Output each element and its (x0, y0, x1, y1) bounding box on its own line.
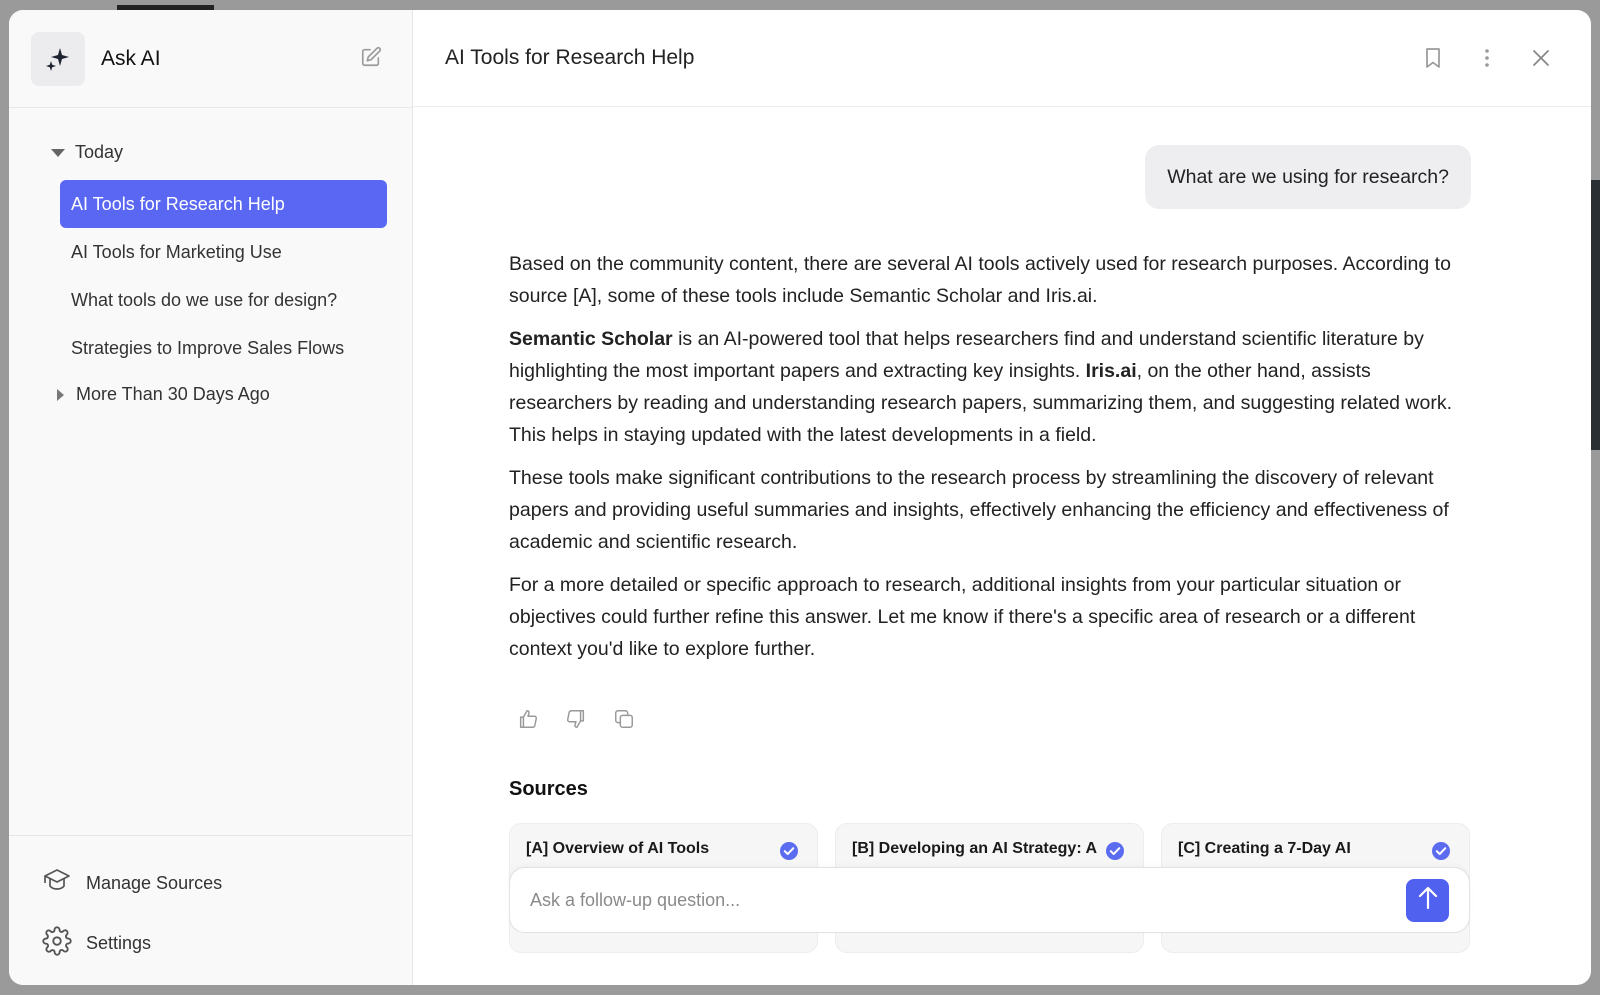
settings-button[interactable] (42, 926, 151, 961)
answer-text: , on the other hand, assists researchers by reading and understanding research papers, summarizing them, and suggesting related work. This helps in staying updated with the latest developments in a field. (509, 360, 1453, 446)
answer-paragraph-3: These tools make significant contributions to the research process by streamlining the discovery of relevant papers and providing useful summaries and insights, effectively enhancing the efficiency and effectiveness of academic and scientific research. (509, 467, 1449, 553)
chat-title: AI Tools for Research Help (445, 46, 695, 69)
caret-down-icon (51, 149, 65, 157)
gear-icon (42, 926, 86, 961)
conversation-item-marketing[interactable] (60, 228, 387, 276)
send-button[interactable] (1406, 879, 1449, 922)
answer-paragraph-1: Based on the community content, there are several AI tools actively used for research purposes. According to source [A], some of these tools include Semantic Scholar and Iris.ai. (509, 253, 1451, 307)
answer-paragraph-2 (509, 323, 1479, 451)
follow-up-input[interactable] (530, 890, 1406, 911)
sidebar-footer (9, 835, 412, 985)
assistant-answer (509, 248, 1479, 676)
answer-bold-semantic-scholar: Semantic Scholar (509, 328, 673, 350)
manage-sources-button[interactable] (42, 866, 222, 901)
chat-header (413, 10, 1591, 107)
sidebar-header (9, 10, 412, 108)
thumbs-down-icon[interactable] (565, 708, 587, 730)
settings-label: Settings (86, 933, 152, 953)
conversation-label: AI Tools for Research Help (71, 193, 285, 214)
answer-actions (517, 708, 635, 730)
answer-paragraph-4: For a more detailed or specific approach to research, additional insights from your particular situation or objectives could further refine this answer. Let me know if there's a specific area of research or a different context you'd like to explore further. (509, 574, 1416, 660)
caret-right-icon (57, 389, 64, 401)
header-actions (1421, 46, 1553, 70)
sources-heading: Sources (509, 778, 588, 800)
user-message-text: What are we using for research? (1167, 165, 1449, 188)
more-vertical-icon[interactable] (1475, 46, 1499, 70)
user-message (1145, 145, 1471, 209)
graduation-cap-icon (42, 866, 86, 901)
verified-badge-icon (1431, 841, 1451, 866)
chat-panel (413, 10, 1591, 985)
copy-icon[interactable] (613, 708, 635, 730)
group-today-label: Today (75, 142, 124, 162)
conversation-label: AI Tools for Marketing Use (71, 241, 282, 262)
conversation-item-sales[interactable] (60, 324, 387, 372)
answer-text: is an AI-powered tool that helps researchers find and understand scientific literature by highlighting the most important papers and extracting key insights. (509, 328, 1424, 382)
conversation-label: Strategies to Improve Sales Flows (71, 337, 345, 358)
thumbs-up-icon[interactable] (517, 708, 539, 730)
arrow-up-icon (1417, 885, 1439, 916)
conversation-label: What tools do we use for design? (71, 289, 338, 310)
bookmark-icon[interactable] (1421, 46, 1445, 70)
conversation-item-research[interactable] (60, 180, 387, 228)
source-title: [B] Developing an AI Strategy: A (852, 840, 1098, 857)
group-older[interactable] (53, 384, 270, 405)
conversation-item-design[interactable] (60, 276, 387, 324)
conversation-list (60, 180, 387, 372)
group-today[interactable] (51, 142, 123, 163)
follow-up-composer (509, 867, 1470, 933)
source-title: [C] Creating a 7-Day AI (1178, 840, 1351, 857)
app-title: Ask AI (101, 46, 161, 70)
source-title: [A] Overview of AI Tools (526, 840, 710, 857)
edit-icon[interactable] (360, 46, 384, 70)
close-icon[interactable] (1529, 46, 1553, 70)
verified-badge-icon (1105, 841, 1125, 866)
manage-sources-label: Manage Sources (86, 873, 223, 893)
answer-bold-iris: Iris.ai (1085, 360, 1137, 382)
verified-badge-icon (779, 841, 799, 866)
ask-ai-modal (9, 10, 1591, 985)
group-older-label: More Than 30 Days Ago (76, 384, 270, 404)
sidebar (9, 10, 413, 985)
sparkle-icon (31, 32, 85, 86)
